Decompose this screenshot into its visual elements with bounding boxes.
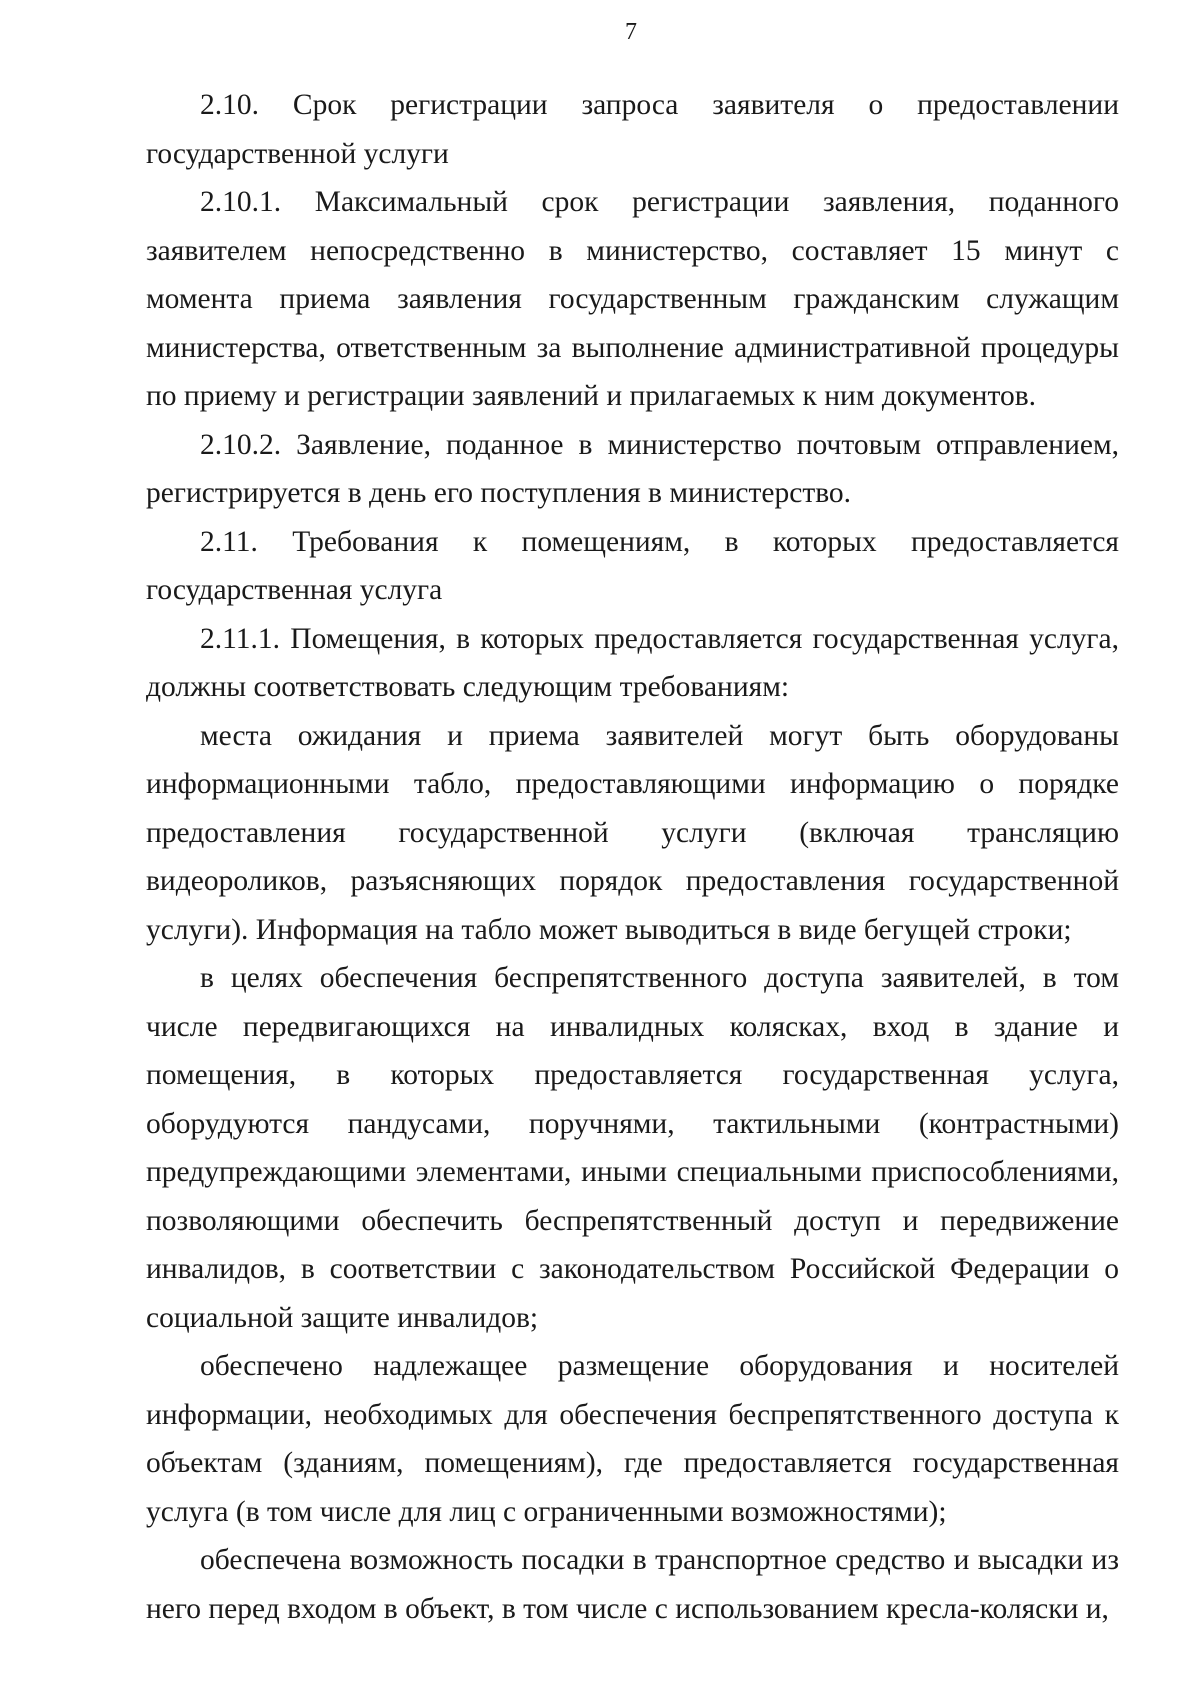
page-number: 7 (625, 19, 637, 45)
paragraph-waiting-areas: места ожидания и приема заявителей могут быть оборудованы информационными табло, предоставляющими информацию о порядке предоставления государственной услуги (включая трансляцию видеороликов, разъясняющих порядок предоставления государственной услуги). Информация на табло может выводиться в виде бегущей строки; (146, 719, 1119, 946)
paragraph-equipment-placement: обеспечено надлежащее размещение оборудования и носителей информации, необходимых для обеспечения беспрепятственного доступа к объектам (зданиям, помещениям), где предоставляется государственная услуга (в том числе для лиц с ограниченными возможностями); (146, 1350, 1119, 1528)
paragraph-2-10-1: 2.10.1. Максимальный срок регистрации заявления, поданного заявителем непосредственно в министерство, составляет 15 минут с момента приема заявления государственным гражданским служащим министерства, ответственным за выполнение административной процедуры по приему и регистрации заявлений и прилагаемых к ним документов. (146, 186, 1119, 412)
paragraph-vehicle-boarding: обеспечена возможность посадки в транспортное средство и высадки из него перед входом в объект, в том числе с использованием кресла-коляски и, (146, 1544, 1119, 1625)
paragraph-2-10-2: 2.10.2. Заявление, поданное в министерство почтовым отправлением, регистрируется в день его поступления в министерство. (146, 428, 1119, 509)
paragraph-2-11-1: 2.11.1. Помещения, в которых предоставляется государственная услуга, должны соответствовать следующим требованиям: (146, 622, 1119, 703)
document-body (146, 81, 1119, 1633)
paragraph-accessibility-access: в целях обеспечения беспрепятственного доступа заявителей, в том числе передвигающихся на инвалидных колясках, вход в здание и помещения, в которых предоставляется государственная услуга, оборудуются пандусами, поручнями, тактильными (контрастными) предупреждающими элементами, иными специальными приспособлениями, позволяющими обеспечить беспрепятственный доступ и передвижение инвалидов, в соответствии с законодательством Российской Федерации о социальной защите инвалидов; (146, 962, 1119, 1334)
section-heading-2-11: 2.11. Требования к помещениям, в которых предоставляется государственная услуга (146, 525, 1119, 606)
section-heading-2-10: 2.10. Срок регистрации запроса заявителя о предоставлении государственной услуги (146, 89, 1119, 170)
